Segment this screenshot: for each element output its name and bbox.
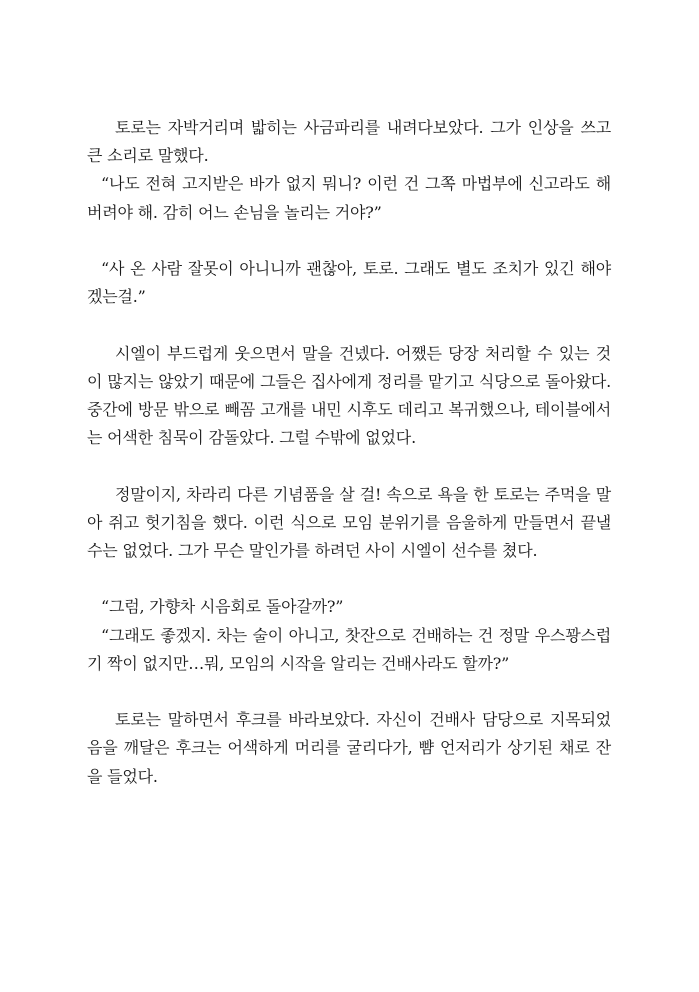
paragraph-gap [87,678,611,706]
paragraph-4: 토로는 말하면서 후크를 바라보았다. 자신이 건배사 담당으로 지목되었음을 깨달은 후크는 어색하게 머리를 굴리다가, 뺨 언저리가 상기된 채로 잔을 들었다. [87,710,611,786]
dialogue-1: “나도 전혀 고지받은 바가 없지 뭐니? 이런 건 그쪽 마법부에 신고라도 해 버려야 해. 감히 어느 손님을 놀리는 거야?” [87,174,611,222]
paragraph-3: 정말이지, 차라리 다른 기념품을 살 걸! 속으로 욕을 한 토로는 주먹을 말아 쥐고 헛기침을 했다. 이런 식으로 모임 분위기를 음울하게 만들면서 끝낼 수는 없었다. 그가 무슨 말인가를 하려던 사이 시엘이 선수를 쳤다. [87,484,611,560]
dialogue-4: “그래도 좋겠지. 차는 술이 아니고, 찻잔으로 건배하는 건 정말 우스꽝스럽기 짝이 없지만…뭐, 모임의 시작을 알리는 건배사라도 할까?” [87,625,611,673]
paragraph-gap [87,311,611,339]
body-text [87,114,611,791]
paragraph-1: 토로는 자박거리며 밟히는 사금파리를 내려다보았다. 그가 인상을 쓰고 큰 소리로 말했다. [87,118,611,166]
paragraph-2: 시엘이 부드럽게 웃으면서 말을 건넸다. 어쨌든 당장 처리할 수 있는 것이 많지는 않았기 때문에 그들은 집사에게 정리를 맡기고 식당으로 돌아왔다. 중간에 방문 밖으로 빼꼼 고개를 내민 시후도 데리고 복귀했으나, 테이블에서는 어색한 침묵이 감돌았다. 그럴 수밖에 없었다. [87,343,611,448]
dialogue-3: “그럼, 가향차 시음회로 돌아갈까?” [101,597,344,617]
paragraph-gap [87,565,611,593]
dialogue-2: “사 온 사람 잘못이 아니니까 괜찮아, 토로. 그래도 별도 조치가 있긴 해야겠는걸.” [87,259,611,307]
paragraph-gap [87,452,611,480]
paragraph-gap [87,227,611,255]
